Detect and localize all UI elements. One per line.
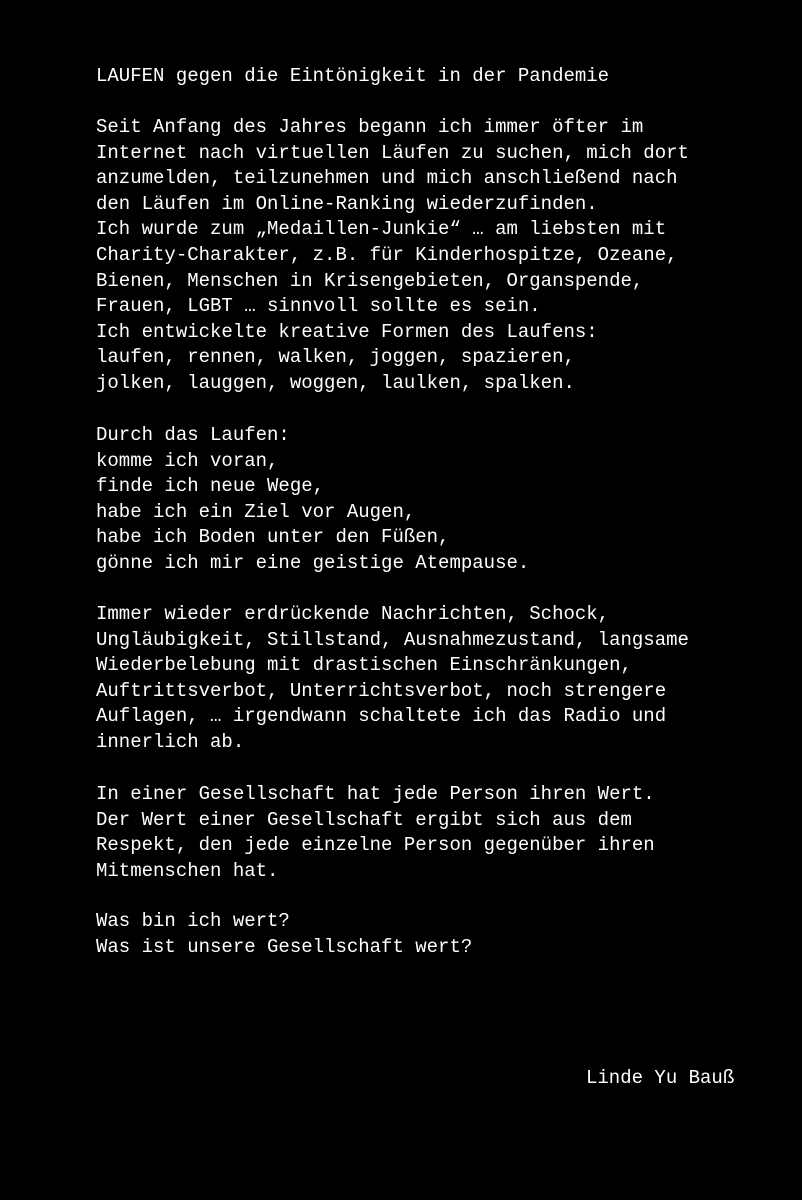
text-line: Charity-Charakter, z.B. für Kinderhospitze, Ozeane, xyxy=(96,243,678,266)
text-line: Ich entwickelte kreative Formen des Laufens: xyxy=(96,320,598,343)
text-line: finde ich neue Wege, xyxy=(96,475,325,498)
text-line: habe ich Boden unter den Füßen, xyxy=(96,526,450,549)
text-line: jolken, lauggen, woggen, laulken, spalken. xyxy=(96,371,575,394)
text-line: In einer Gesellschaft hat jede Person ihren Wert. xyxy=(96,783,655,805)
paragraph-news xyxy=(96,602,756,756)
author-signature: Linde Yu Bauß xyxy=(586,1067,735,1089)
text-line: Ungläubigkeit, Stillstand, Ausnahmezustand, langsame xyxy=(96,628,689,651)
text-line: Mitmenschen hat. xyxy=(96,859,279,882)
text-line: Frauen, LGBT … sinnvoll sollte es sein. xyxy=(96,295,541,318)
document-title xyxy=(96,64,756,90)
paragraph-through-running xyxy=(96,423,756,577)
text-line: Durch das Laufen: xyxy=(96,424,290,446)
text-line: den Läufen im Online-Ranking wiederzufinden. xyxy=(96,192,598,215)
text-line: Auftrittsverbot, Unterrichtsverbot, noch strengere xyxy=(96,679,667,702)
title-line: LAUFEN gegen die Eintönigkeit in der Pandemie xyxy=(96,65,610,87)
text-line: laufen, rennen, walken, joggen, spazieren, xyxy=(96,346,575,369)
text-line: Bienen, Menschen in Krisengebieten, Organspende, xyxy=(96,269,644,292)
text-line: Ich wurde zum „Medaillen-Junkie“ … am liebsten mit xyxy=(96,218,667,241)
paragraph-society xyxy=(96,782,756,884)
text-line: Respekt, den jede einzelne Person gegenüber ihren xyxy=(96,834,655,857)
text-line: Der Wert einer Gesellschaft ergibt sich aus dem xyxy=(96,808,632,831)
paragraph-virtual-runs xyxy=(96,115,756,397)
text-line: Wiederbelebung mit drastischen Einschränkungen, xyxy=(96,654,632,677)
text-line: komme ich voran, xyxy=(96,449,279,472)
text-line: innerlich ab. xyxy=(96,730,245,753)
text-line: Internet nach virtuellen Läufen zu suchen, mich dort xyxy=(96,141,689,164)
text-line: gönne ich mir eine geistige Atempause. xyxy=(96,551,530,574)
text-line: Immer wieder erdrückende Nachrichten, Schock, xyxy=(96,603,610,625)
text-line: Was ist unsere Gesellschaft wert? xyxy=(96,935,473,958)
text-line: anzumelden, teilzunehmen und mich anschließend nach xyxy=(96,167,678,190)
text-line: Auflagen, … irgendwann schaltete ich das Radio und xyxy=(96,705,667,728)
text-line: Seit Anfang des Jahres begann ich immer öfter im xyxy=(96,116,644,138)
text-line: Was bin ich wert? xyxy=(96,910,290,932)
text-line: habe ich ein Ziel vor Augen, xyxy=(96,500,416,523)
paragraph-questions xyxy=(96,909,756,960)
